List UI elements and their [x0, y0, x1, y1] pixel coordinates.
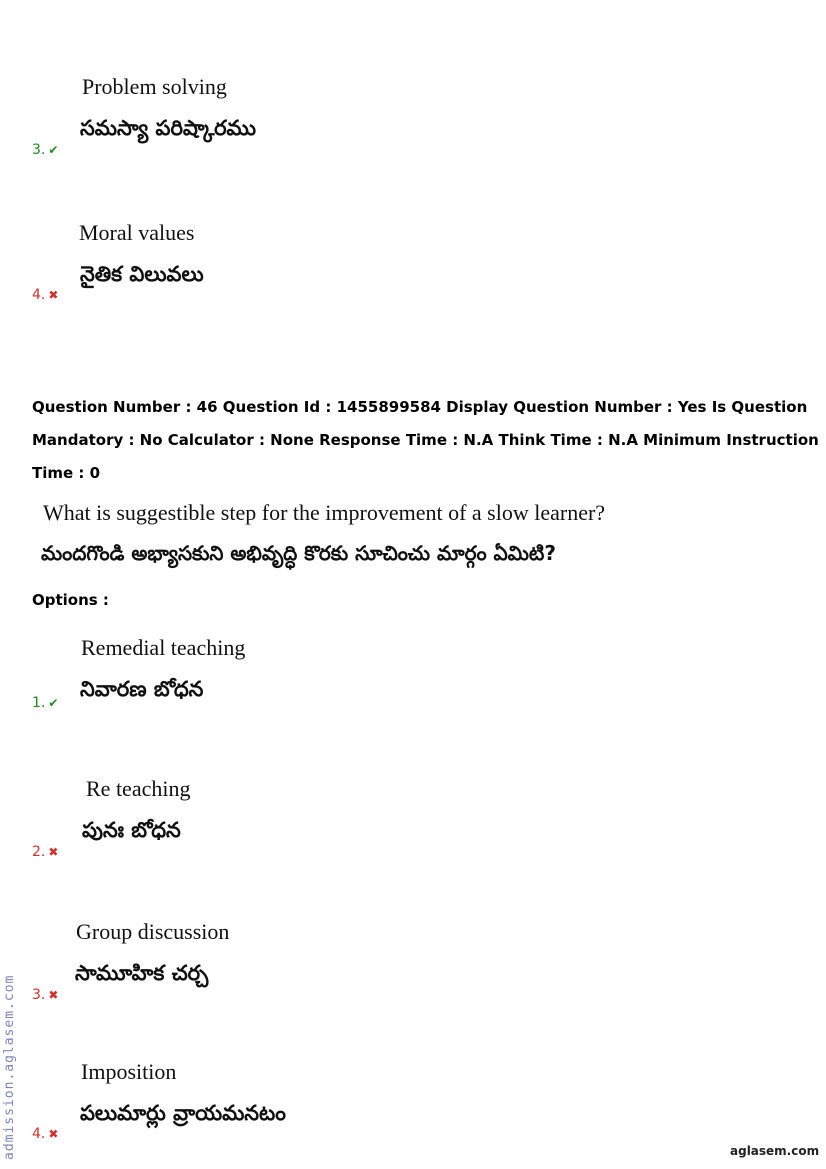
check-icon: ✔	[48, 696, 59, 710]
option-2-number	[32, 844, 58, 860]
option-1-english: Remedial teaching	[81, 635, 246, 660]
option-1-number-text: 1.	[32, 695, 46, 711]
question-meta-line1: Question Number : 46 Question Id : 1455899584 Display Question Number : Yes Is Question	[32, 398, 808, 416]
watermark: admission.aglasem.com	[2, 974, 17, 1160]
option-4-telugu: పలుమార్లు వ్రాయమనటం	[80, 1101, 286, 1125]
question-meta-line2: Mandatory : No Calculator : None Response Time : N.A Think Time : N.A Minimum Instruction	[32, 431, 819, 449]
option-2-number-text: 2.	[32, 844, 46, 860]
option-3-english: Group discussion	[76, 919, 230, 944]
option-4-number-text: 4.	[32, 1126, 46, 1142]
check-icon: ✔	[48, 143, 59, 157]
option-2-english: Re teaching	[86, 776, 191, 801]
cross-icon: ✖	[48, 845, 59, 859]
prev-option-3-english: Problem solving	[82, 74, 227, 99]
cross-icon: ✖	[48, 288, 59, 302]
question-meta-line3: Time : 0	[32, 464, 101, 482]
prev-option-4-number	[32, 287, 58, 303]
cross-icon: ✖	[48, 1127, 59, 1141]
option-4-number	[32, 1126, 58, 1142]
cross-icon: ✖	[48, 988, 59, 1002]
prev-option-3-number-text: 3.	[32, 142, 46, 158]
option-3-number-text: 3.	[32, 987, 46, 1003]
options-label: Options :	[32, 591, 109, 609]
question-text-english: What is suggestible step for the improvement of a slow learner?	[43, 500, 606, 525]
option-1-telugu: నివారణ బోధన	[80, 677, 204, 701]
question-text-telugu: మందగొండి అభ్యాసకుని అభివృద్ధి కొరకు సూచించు మార్గం ఏమిటి?	[41, 541, 556, 565]
prev-option-3-telugu: సమస్యా పరిష్కారము	[80, 116, 257, 140]
option-2-telugu: పునః బోధన	[82, 818, 181, 842]
option-1-number	[32, 695, 58, 711]
prev-option-4-telugu: నైతిక విలువలు	[80, 262, 204, 286]
option-3-telugu: సామూహిక చర్చ	[75, 961, 209, 985]
option-4-english: Imposition	[81, 1059, 177, 1084]
option-3-number	[32, 987, 58, 1003]
footer-brand: aglasem.com	[730, 1144, 820, 1158]
prev-option-4-number-text: 4.	[32, 287, 46, 303]
prev-option-3-number	[32, 142, 58, 158]
prev-option-4-english: Moral values	[79, 220, 195, 245]
